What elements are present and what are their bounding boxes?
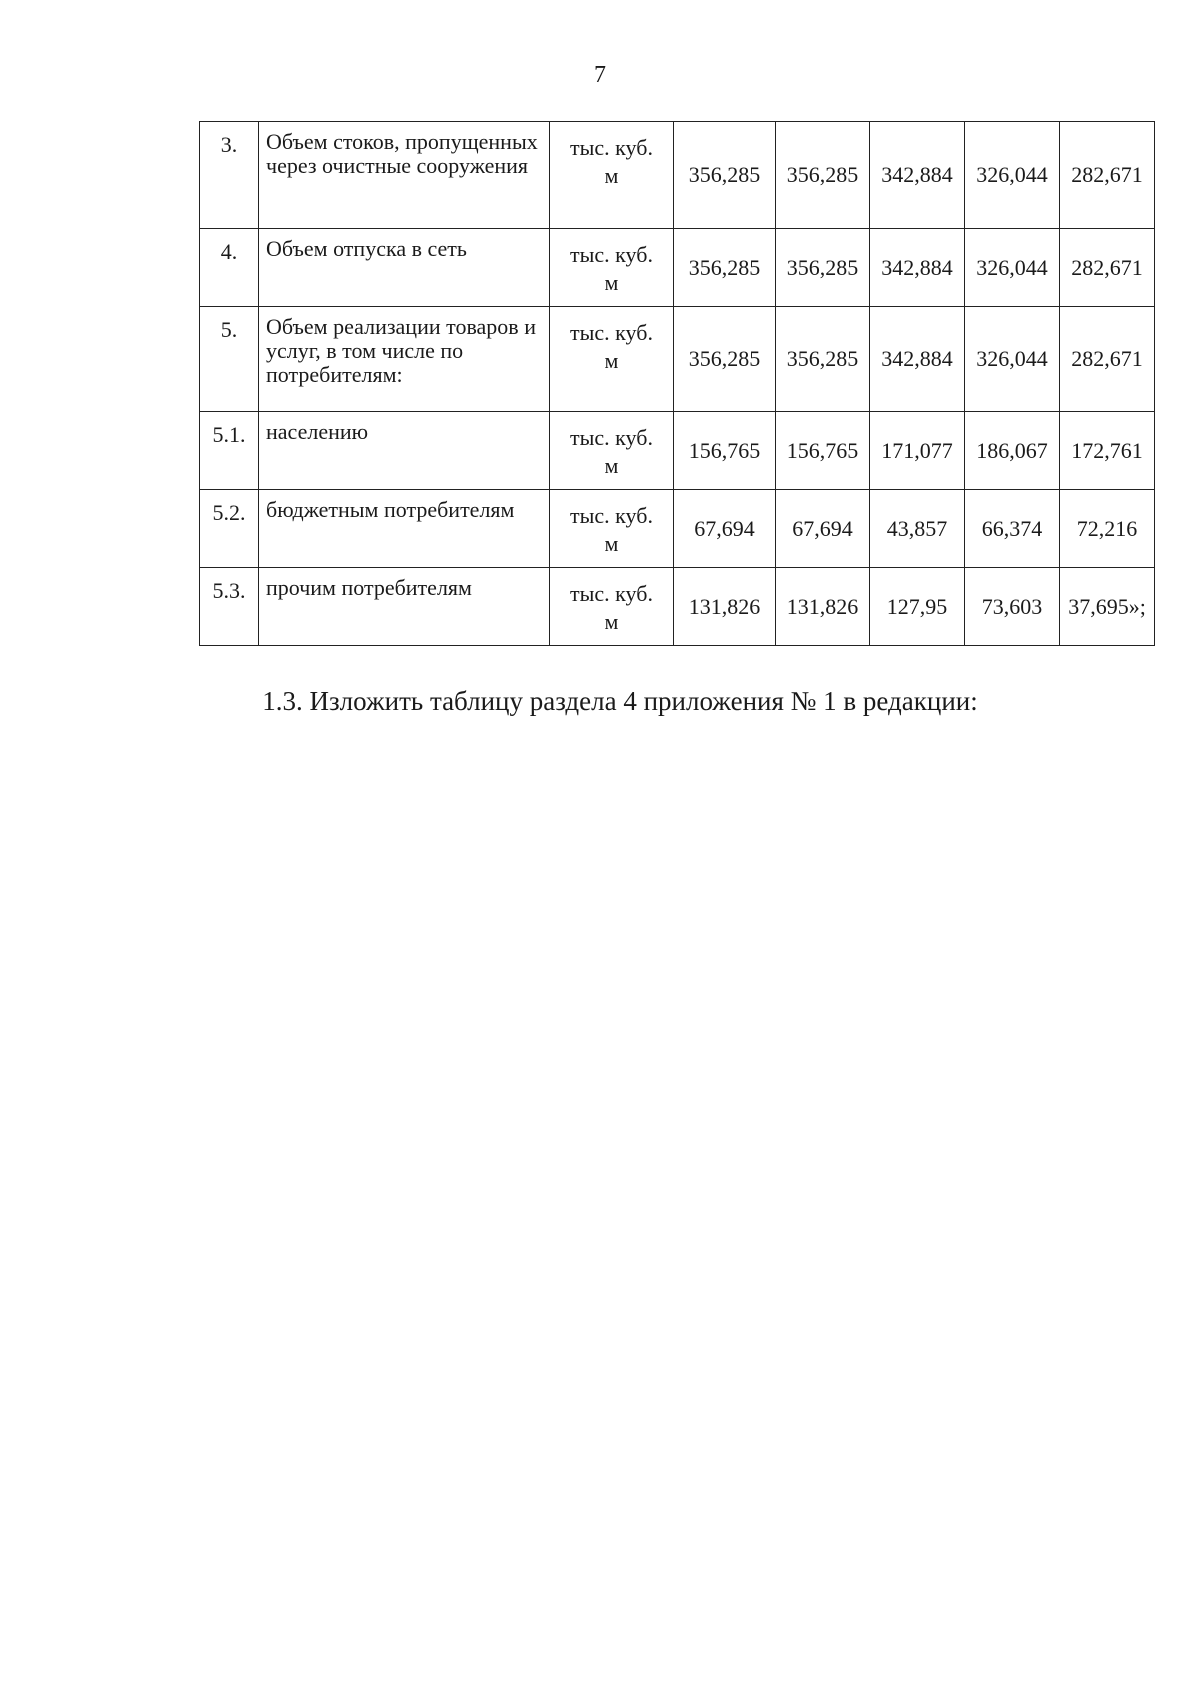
row-value: 156,765 — [776, 412, 870, 490]
row-name: населению — [259, 412, 550, 490]
row-value: 326,044 — [965, 122, 1060, 229]
unit-line-2: м — [604, 531, 619, 556]
row-value: 356,285 — [674, 122, 776, 229]
row-value: 282,671 — [1060, 307, 1155, 412]
row-value: 186,067 — [965, 412, 1060, 490]
row-number: 5. — [200, 307, 259, 412]
row-value: 37,695»; — [1060, 568, 1155, 646]
table-row — [200, 568, 1155, 646]
unit-line-1: тыс. куб. — [570, 503, 653, 528]
table-row — [200, 490, 1155, 568]
row-value: 127,95 — [870, 568, 965, 646]
row-value: 172,761 — [1060, 412, 1155, 490]
unit-line-2: м — [604, 163, 619, 188]
data-table — [199, 121, 1155, 646]
row-name: Объем стоков, пропущенных через очистные сооружения — [259, 122, 550, 229]
page-number: 7 — [594, 62, 606, 88]
row-value: 131,826 — [776, 568, 870, 646]
table-row — [200, 307, 1155, 412]
row-unit — [550, 412, 674, 490]
row-value: 156,765 — [674, 412, 776, 490]
row-value: 72,216 — [1060, 490, 1155, 568]
row-value: 356,285 — [776, 122, 870, 229]
row-value: 66,374 — [965, 490, 1060, 568]
row-value: 326,044 — [965, 307, 1060, 412]
unit-line-2: м — [604, 270, 619, 295]
row-value: 356,285 — [674, 307, 776, 412]
unit-line-2: м — [604, 453, 619, 478]
row-number: 4. — [200, 229, 259, 307]
row-value: 282,671 — [1060, 229, 1155, 307]
row-name: Объем реализации товаров и услуг, в том числе по потребителям: — [259, 307, 550, 412]
unit-line-2: м — [604, 348, 619, 373]
row-value: 67,694 — [674, 490, 776, 568]
unit-line-2: м — [604, 609, 619, 634]
row-value: 73,603 — [965, 568, 1060, 646]
table-row — [200, 122, 1155, 229]
row-value: 342,884 — [870, 307, 965, 412]
unit-line-1: тыс. куб. — [570, 425, 653, 450]
row-unit — [550, 122, 674, 229]
row-value: 342,884 — [870, 122, 965, 229]
row-unit — [550, 568, 674, 646]
unit-line-1: тыс. куб. — [570, 320, 653, 345]
row-value: 356,285 — [776, 229, 870, 307]
row-value: 356,285 — [776, 307, 870, 412]
row-name: прочим потребителям — [259, 568, 550, 646]
row-value: 171,077 — [870, 412, 965, 490]
row-value: 43,857 — [870, 490, 965, 568]
section-caption: 1.3. Изложить таблицу раздела 4 приложения № 1 в редакции: — [262, 686, 978, 716]
row-value: 282,671 — [1060, 122, 1155, 229]
row-unit — [550, 490, 674, 568]
table-row — [200, 229, 1155, 307]
table-row — [200, 412, 1155, 490]
row-unit — [550, 229, 674, 307]
row-number: 3. — [200, 122, 259, 229]
row-value: 67,694 — [776, 490, 870, 568]
row-number: 5.2. — [200, 490, 259, 568]
unit-line-1: тыс. куб. — [570, 581, 653, 606]
row-number: 5.3. — [200, 568, 259, 646]
row-number: 5.1. — [200, 412, 259, 490]
row-name: бюджетным потребителям — [259, 490, 550, 568]
row-unit — [550, 307, 674, 412]
row-value: 131,826 — [674, 568, 776, 646]
row-name: Объем отпуска в сеть — [259, 229, 550, 307]
unit-line-1: тыс. куб. — [570, 135, 653, 160]
row-value: 342,884 — [870, 229, 965, 307]
unit-line-1: тыс. куб. — [570, 242, 653, 267]
row-value: 326,044 — [965, 229, 1060, 307]
row-value: 356,285 — [674, 229, 776, 307]
